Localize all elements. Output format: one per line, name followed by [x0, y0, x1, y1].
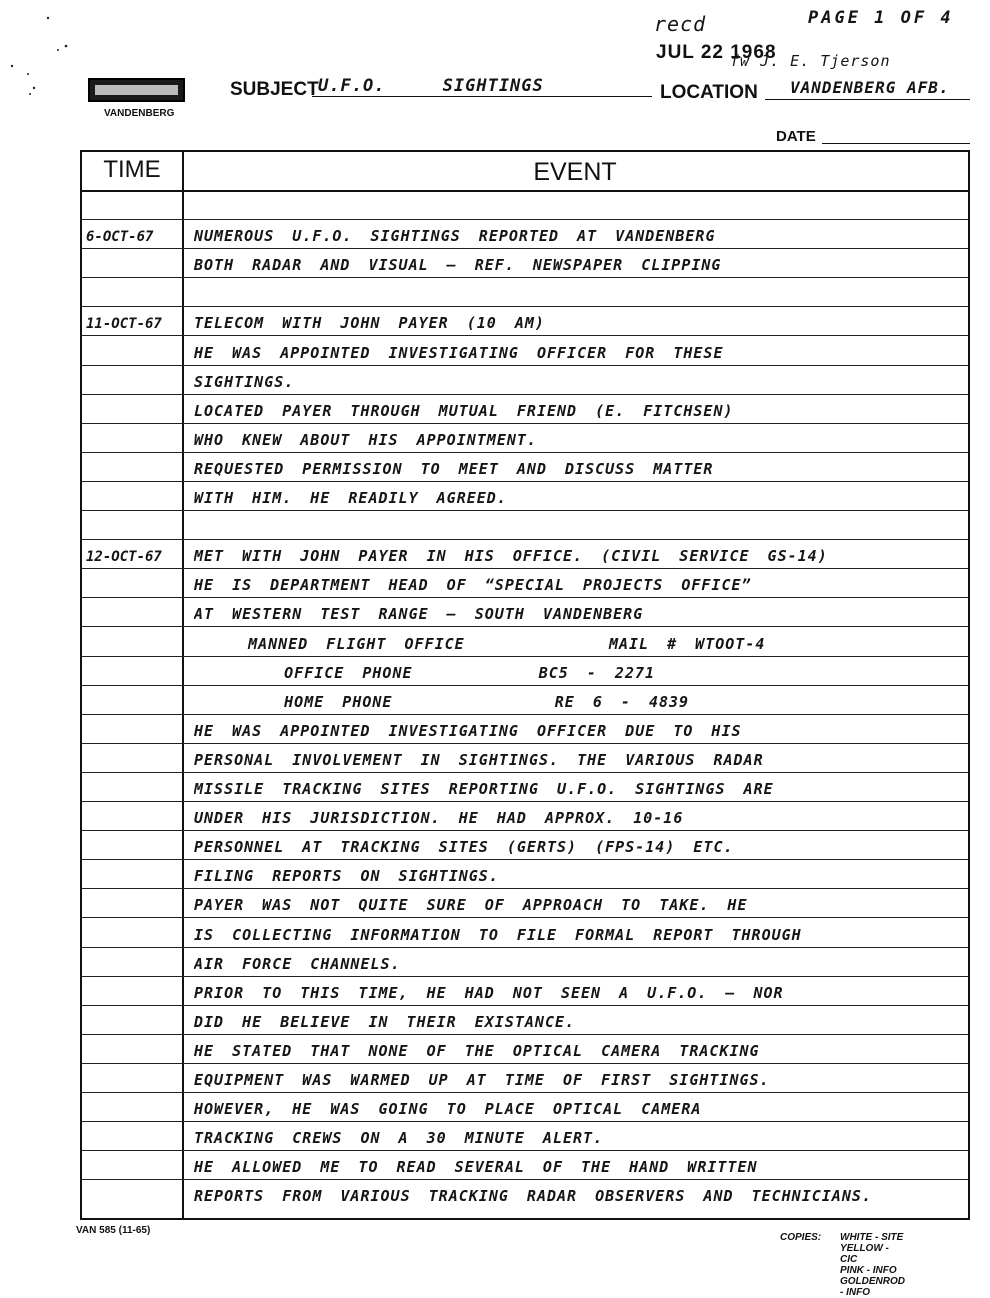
table-row: [82, 1179, 968, 1208]
reviewer-initials: fw J. E. Tjerson: [730, 52, 891, 70]
row-event-text: PERSONNEL AT TRACKING SITES (GERTS) (FPS-14) ETC.: [194, 838, 734, 857]
date-line: [822, 143, 970, 144]
event-column-header: EVENT: [533, 158, 617, 186]
table-row: [82, 423, 968, 453]
copies-label: COPIES:: [780, 1232, 822, 1243]
row-event-text: SIGHTINGS.: [194, 372, 295, 391]
table-row: [82, 1063, 968, 1093]
copy-yellow: YELLOW - CIC: [840, 1243, 889, 1265]
row-event-text: MET WITH JOHN PAYER IN HIS OFFICE. (CIVIL SERVICE GS-14): [194, 547, 828, 566]
copy-pink: PINK - INFO: [840, 1265, 897, 1276]
received-date-stamp: JUL 22 1968: [656, 42, 777, 63]
table-row: [82, 627, 968, 657]
table-row: [82, 597, 968, 627]
table-row: [82, 656, 968, 686]
table-row: [82, 888, 968, 918]
row-event-text: MANNED FLIGHT OFFICE MAIL # WTOOT-4: [194, 634, 766, 653]
table-row: [82, 1121, 968, 1151]
row-event-text: AIR FORCE CHANNELS.: [194, 954, 401, 973]
row-event-text: REPORTS FROM VARIOUS TRACKING RADAR OBSERVERS AND TECHNICIANS.: [194, 1187, 872, 1206]
table-row: [82, 277, 968, 307]
table-row: [82, 219, 968, 249]
row-event-text: HE ALLOWED ME TO READ SEVERAL OF THE HAND WRITTEN: [194, 1158, 758, 1177]
row-event-text: PRIOR TO THIS TIME, HE HAD NOT SEEN A U.F.O. — NOR: [194, 983, 784, 1002]
row-event-text: HE WAS APPOINTED INVESTIGATING OFFICER FOR THESE: [194, 343, 724, 362]
page-number: PAGE 1 OF 4: [808, 8, 954, 28]
row-event-text: LOCATED PAYER THROUGH MUTUAL FRIEND (E. FITCHSEN): [194, 401, 734, 420]
row-event-text: TELECOM WITH JOHN PAYER (10 AM): [194, 314, 545, 333]
row-event-text: OFFICE PHONE BC5 - 2271: [194, 663, 656, 682]
table-row: [82, 772, 968, 802]
table-row: [82, 1034, 968, 1064]
subject-value: U.F.O. SIGHTINGS: [318, 76, 544, 96]
table-row: [82, 801, 968, 831]
subject-label: SUBJECT: [230, 79, 319, 100]
row-event-text: IS COLLECTING INFORMATION TO FILE FORMAL REPORT THROUGH: [194, 925, 802, 944]
row-event-text: DID HE BELIEVE IN THEIR EXISTANCE.: [194, 1012, 576, 1031]
table-row: [82, 394, 968, 424]
row-event-text: BOTH RADAR AND VISUAL — REF. NEWSPAPER CLIPPING: [194, 256, 722, 275]
table-row: [82, 365, 968, 395]
form-number: VAN 585 (11-65): [76, 1225, 151, 1236]
table-row: [82, 1092, 968, 1122]
copy-white: WHITE - SITE: [840, 1232, 904, 1243]
row-event-text: HE IS DEPARTMENT HEAD OF “SPECIAL PROJECTS OFFICE”: [194, 576, 752, 595]
row-event-text: NUMEROUS U.F.O. SIGHTINGS REPORTED AT VANDENBERG: [194, 227, 716, 246]
row-time: 11-OCT-67: [86, 316, 162, 333]
received-note: recd: [654, 12, 707, 36]
table-row: [82, 918, 968, 948]
row-event-text: WHO KNEW ABOUT HIS APPOINTMENT.: [194, 430, 537, 449]
table-row: [82, 685, 968, 715]
vandenberg-logo: [88, 78, 188, 118]
table-row: [82, 481, 968, 511]
row-event-text: PAYER WAS NOT QUITE SURE OF APPROACH TO TAKE. HE: [194, 896, 748, 915]
row-event-text: HE WAS APPOINTED INVESTIGATING OFFICER DUE TO HIS: [194, 721, 742, 740]
location-label: LOCATION: [660, 82, 758, 103]
row-time: 6-OCT-67: [86, 229, 154, 246]
table-row: [82, 336, 968, 366]
table-row: [82, 1150, 968, 1180]
table-row: [82, 947, 968, 977]
location-line: [765, 99, 970, 100]
table-row: [82, 830, 968, 860]
table-row: [82, 1005, 968, 1035]
table-row: [82, 976, 968, 1006]
table-row: [82, 190, 968, 220]
table-row: [82, 510, 968, 540]
scan-speckles: [0, 0, 100, 110]
row-event-text: PERSONAL INVOLVEMENT IN SIGHTINGS. THE VARIOUS RADAR: [194, 750, 764, 769]
table-row: [82, 248, 968, 278]
table-row: [82, 452, 968, 482]
table-row: [82, 539, 968, 569]
subject-line: [312, 96, 652, 97]
row-event-text: WITH HIM. HE READILY AGREED.: [194, 489, 507, 508]
row-event-text: HOME PHONE RE 6 - 4839: [194, 692, 690, 711]
row-event-text: HOWEVER, HE WAS GOING TO PLACE OPTICAL CAMERA: [194, 1100, 702, 1119]
row-event-text: EQUIPMENT WAS WARMED UP AT TIME OF FIRST SIGHTINGS.: [194, 1071, 770, 1090]
date-label: DATE: [776, 128, 816, 145]
row-time: 12-OCT-67: [86, 549, 162, 566]
copies-list: [840, 1232, 905, 1298]
copy-goldenrod: GOLDENROD - INFO: [840, 1276, 905, 1298]
row-event-text: HE STATED THAT NONE OF THE OPTICAL CAMERA TRACKING: [194, 1041, 760, 1060]
handwritten-annotations: [640, 6, 980, 76]
row-event-text: MISSILE TRACKING SITES REPORTING U.F.O. SIGHTINGS ARE: [194, 780, 774, 799]
location-value: VANDENBERG AFB.: [790, 78, 950, 97]
table-row: [82, 743, 968, 773]
logo-emblem: [88, 78, 185, 102]
row-event-text: TRACKING CREWS ON A 30 MINUTE ALERT.: [194, 1129, 604, 1148]
table-row: [82, 568, 968, 598]
time-column-header: TIME: [103, 156, 161, 183]
logo-text: VANDENBERG: [104, 108, 175, 119]
row-event-text: AT WESTERN TEST RANGE — SOUTH VANDENBERG: [194, 605, 644, 624]
row-event-text: REQUESTED PERMISSION TO MEET AND DISCUSS MATTER: [194, 459, 714, 478]
row-event-text: UNDER HIS JURISDICTION. HE HAD APPROX. 10-16: [194, 809, 684, 828]
table-row: [82, 714, 968, 744]
table-header-row: [82, 152, 968, 192]
row-event-text: FILING REPORTS ON SIGHTINGS.: [194, 867, 499, 886]
table-row: [82, 306, 968, 336]
table-row: [82, 859, 968, 889]
event-table: [80, 150, 970, 1220]
